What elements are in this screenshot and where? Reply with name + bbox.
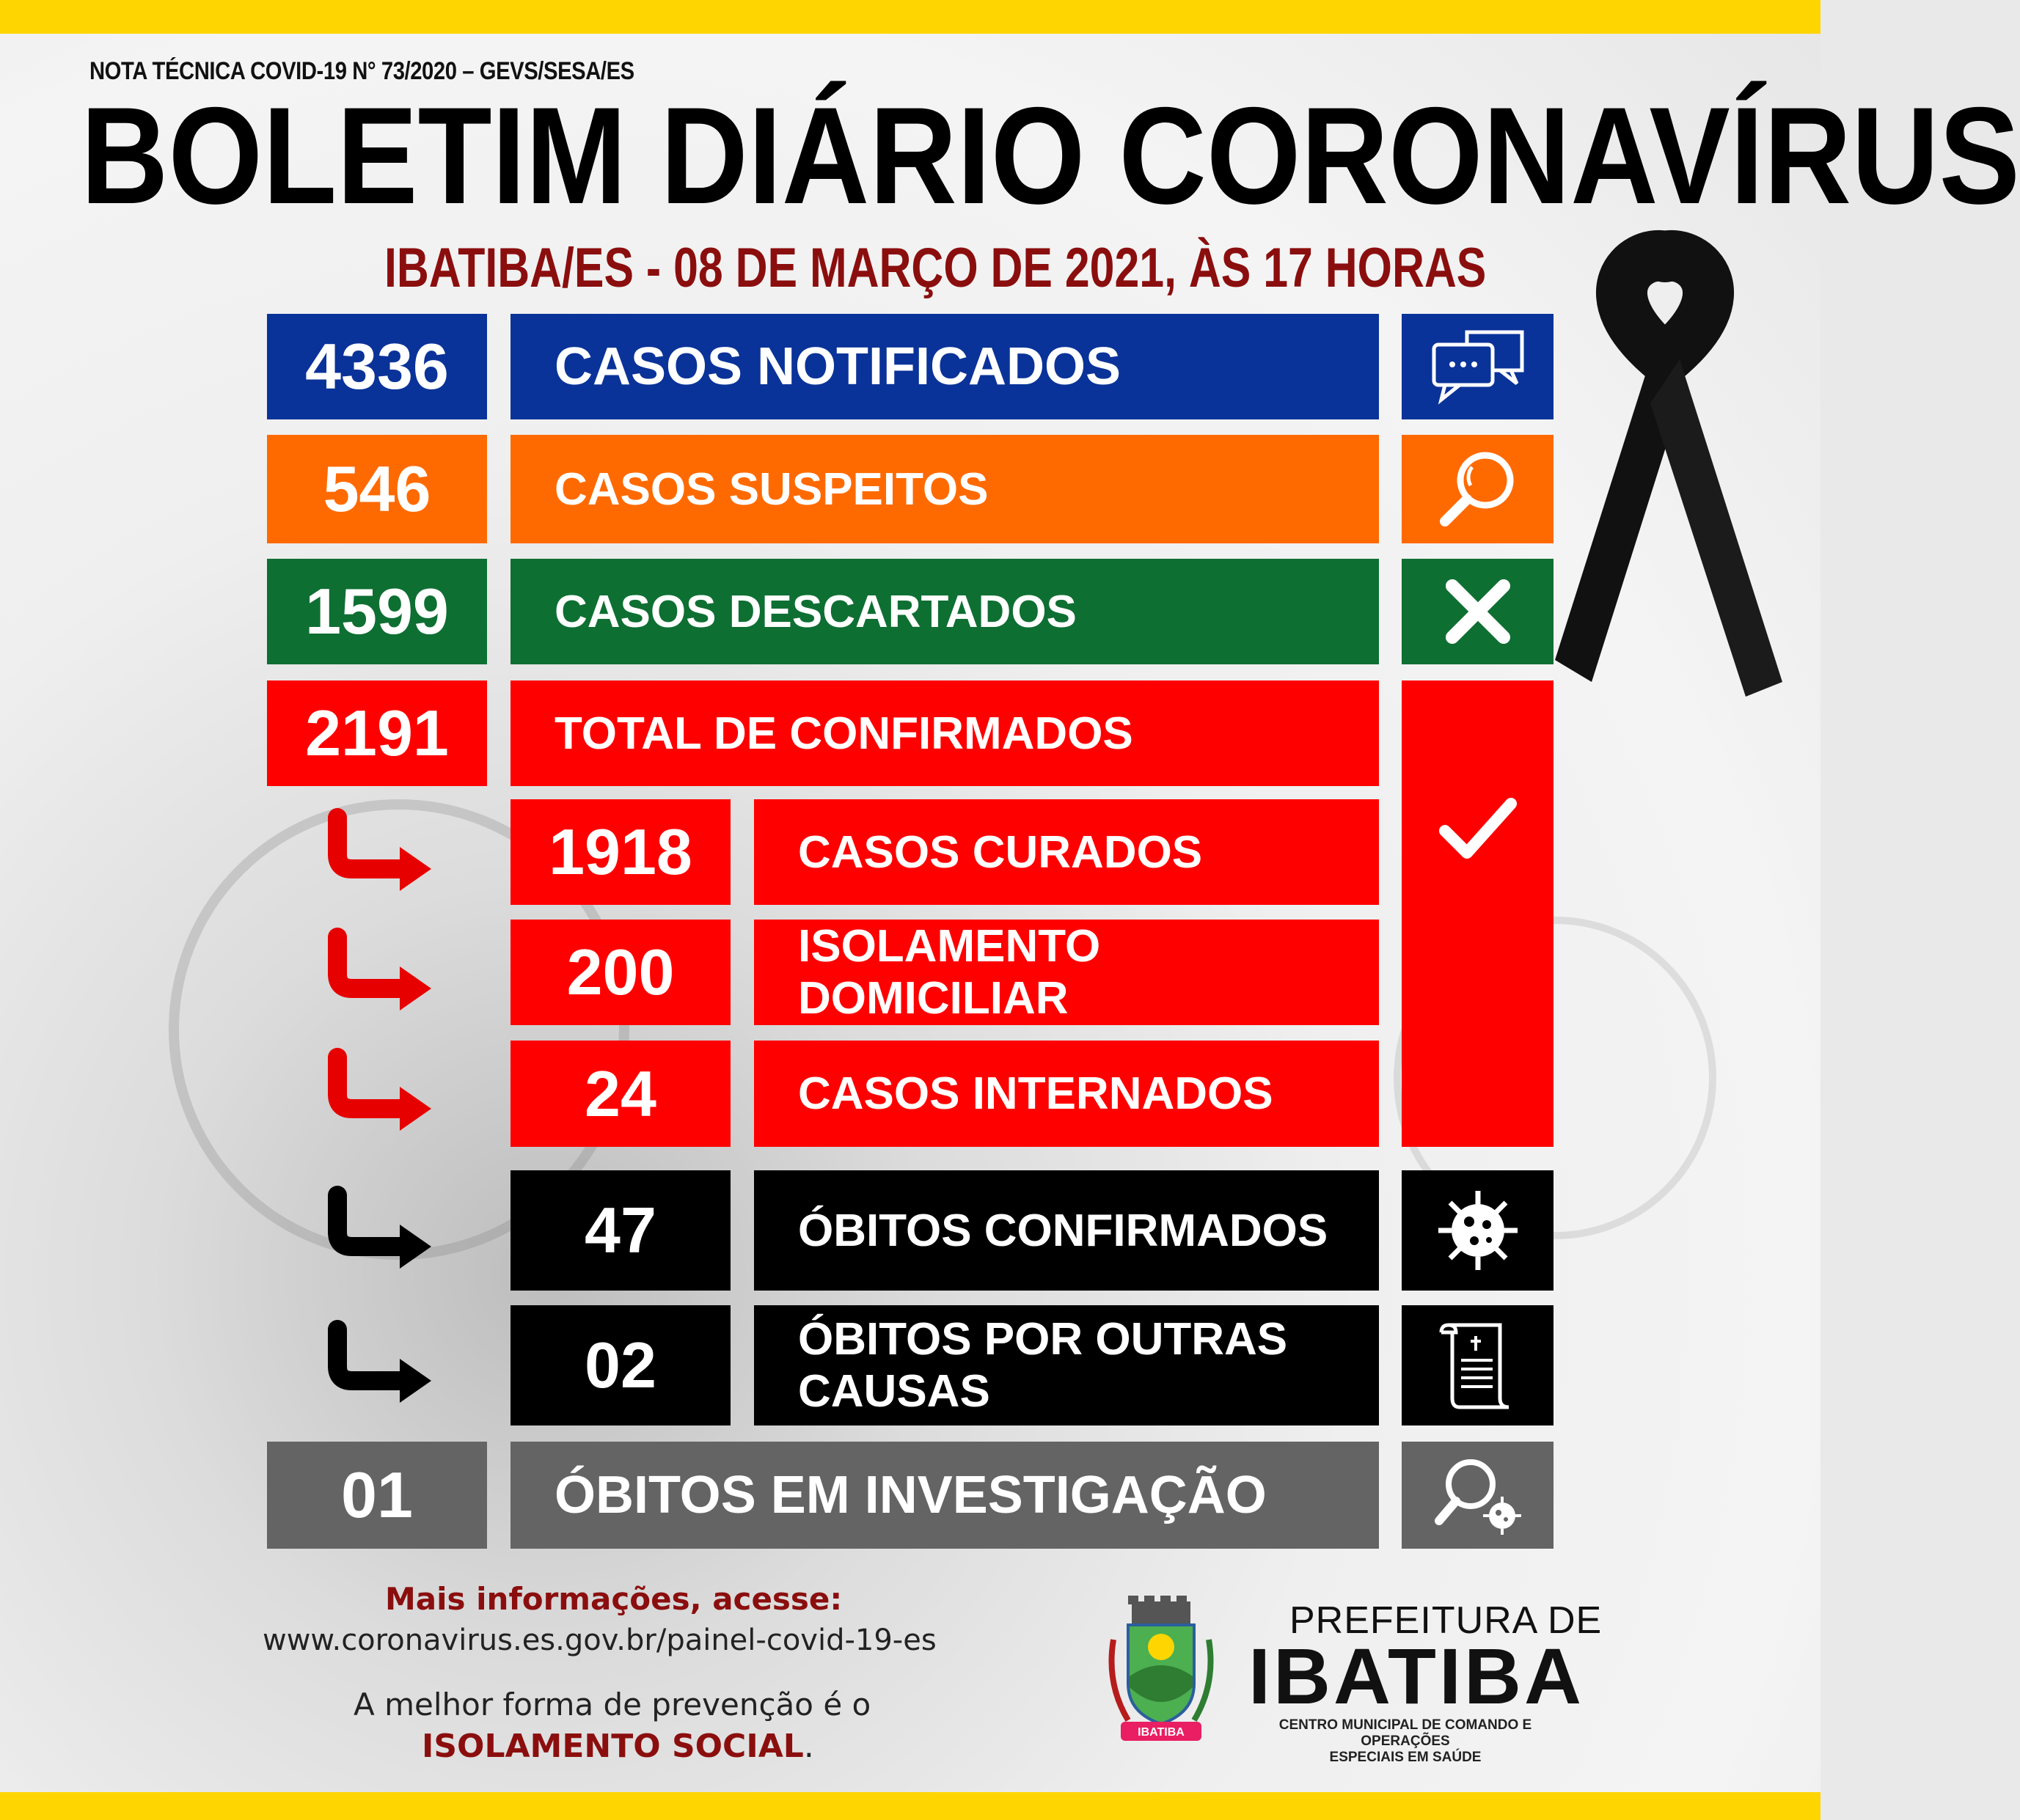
black-arrow-icon: [323, 1192, 433, 1272]
investigation-label: ÓBITOS EM INVESTIGAÇÃO: [511, 1442, 1379, 1549]
discarded-count: 1599: [267, 559, 487, 664]
virus-search-icon: [1402, 1442, 1554, 1549]
investigation-count: 01: [267, 1442, 487, 1549]
command-center-line2: ESPECIAIS EM SAÚDE: [1329, 1749, 1482, 1765]
x-mark-icon: [1402, 559, 1554, 664]
death-certificate-icon: [1402, 1305, 1554, 1425]
red-arrow-icon: [323, 814, 433, 895]
other-deaths-label-line1: ÓBITOS POR OUTRAS: [798, 1313, 1288, 1365]
confirmed-label: TOTAL DE CONFIRMADOS: [511, 680, 1379, 786]
command-center-line1: CENTRO MUNICIPAL DE COMANDO E OPERAÇÕES: [1278, 1717, 1532, 1749]
hospitalized-count: 24: [511, 1041, 731, 1147]
other-deaths-label: [754, 1305, 1379, 1425]
home-isolation-label: ISOLAMENTO DOMICILIAR: [754, 920, 1379, 1025]
virus-icon: [1402, 1170, 1554, 1291]
check-icon: [1402, 680, 1554, 1147]
prevention-text: A melhor forma de prevenção é o: [354, 1687, 871, 1722]
deaths-count: 47: [511, 1170, 731, 1291]
mourning-ribbon-icon: [1540, 249, 1790, 704]
red-arrow-icon: [323, 1054, 433, 1134]
city-name: IBATIBA: [1248, 1632, 1584, 1720]
suspected-label: CASOS SUSPEITOS: [511, 435, 1379, 543]
home-isolation-count: 200: [511, 920, 731, 1025]
suspected-count: 546: [267, 435, 487, 543]
command-center-label: [1251, 1717, 1559, 1766]
hospitalized-label: CASOS INTERNADOS: [754, 1041, 1379, 1147]
notified-label: CASOS NOTIFICADOS: [511, 314, 1379, 419]
notified-count: 4336: [267, 314, 487, 419]
isolation-text: [422, 1728, 814, 1765]
page-subtitle: IBATIBA/ES - 08 DE MARÇO DE 2021, ÀS 17 HORAS: [384, 237, 1487, 299]
technical-note: NOTA TÉCNICA COVID-19 N° 73/2020 – GEVS/SESA/ES: [89, 57, 634, 85]
info-link[interactable]: www.coronavirus.es.gov.br/painel-covid-19-es: [263, 1623, 937, 1657]
confirmed-count: 2191: [267, 680, 487, 786]
other-deaths-count: 02: [511, 1305, 731, 1425]
bottom-stripe: [0, 1792, 1820, 1820]
deaths-label: ÓBITOS CONFIRMADOS: [754, 1170, 1379, 1291]
top-stripe: [0, 0, 1820, 34]
isolation-period: .: [803, 1728, 814, 1765]
black-arrow-icon: [323, 1326, 433, 1406]
recovered-label: CASOS CURADOS: [754, 799, 1379, 905]
other-deaths-label-line2: CAUSAS: [798, 1366, 990, 1417]
prefeitura-label: PREFEITURA DE: [1289, 1599, 1603, 1642]
isolation-emphasis: ISOLAMENTO SOCIAL: [422, 1728, 804, 1765]
chat-bubbles-icon: [1402, 314, 1554, 419]
page-title: BOLETIM DIÁRIO CORONAVÍRUS: [81, 78, 2020, 232]
red-arrow-icon: [323, 933, 433, 1014]
magnifier-icon: [1402, 435, 1554, 543]
more-info-heading: Mais informações, acesse:: [385, 1581, 843, 1617]
municipal-crest-icon: [1099, 1596, 1223, 1750]
recovered-count: 1918: [511, 799, 731, 905]
crest-text: IBATIBA: [1138, 1726, 1185, 1739]
discarded-label: CASOS DESCARTADOS: [511, 559, 1379, 664]
